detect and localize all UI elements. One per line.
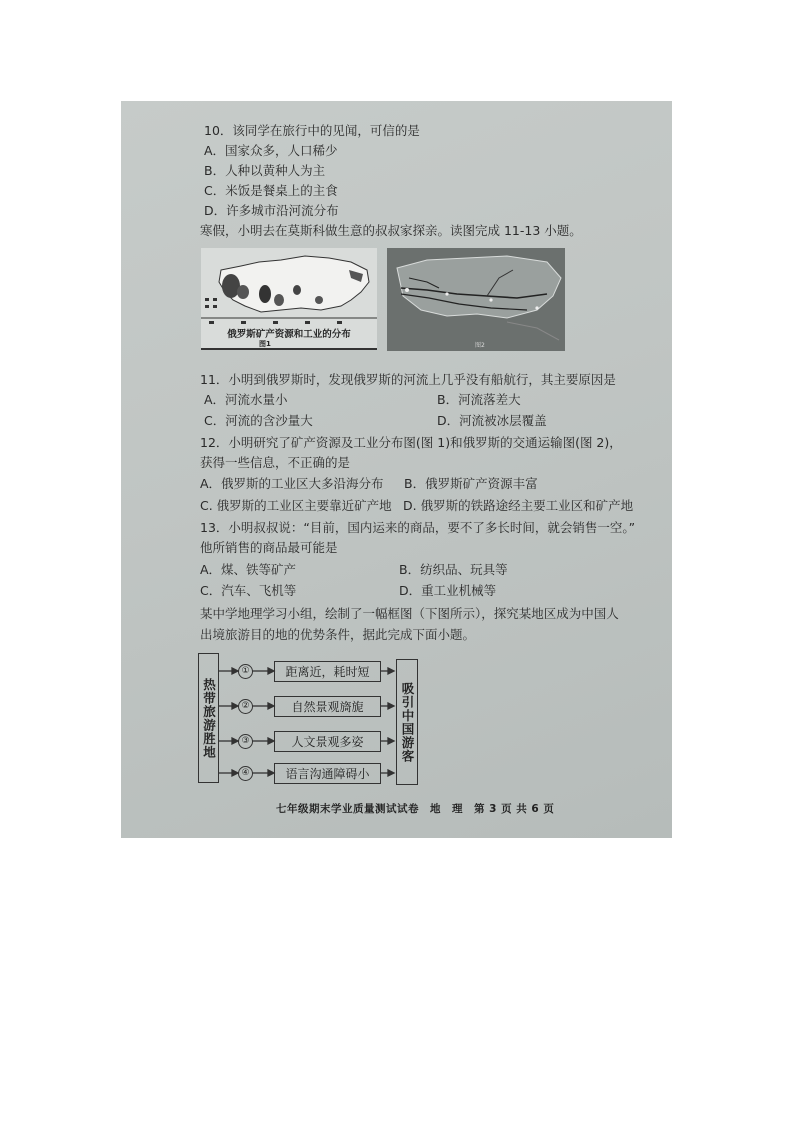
q12-stem-line2: 获得一些信息，不正确的是 xyxy=(200,455,351,470)
russia-transport-map-graphic xyxy=(387,248,565,351)
q13-option-d: D．重工业机械等 xyxy=(399,583,497,598)
q13-stem-line2: 他所销售的商品最可能是 xyxy=(200,540,338,555)
intro2-line1: 某中学地理学习小组，绘制了一幅框图（下图所示），探究某地区成为中国人 xyxy=(200,606,619,621)
q13-stem-line1: 13．小明叔叔说：“目前，国内运来的商品，要不了多长时间，就会销售一空。” xyxy=(200,520,636,535)
figure-1-russia-resources-map xyxy=(201,248,377,350)
figure-2-russia-transport-map xyxy=(387,248,565,351)
factor-box-1: 距离近，耗时短 xyxy=(274,661,381,682)
q10-option-b: B．人种以黄种人为主 xyxy=(204,163,326,178)
q10-option-c: C．米饭是餐桌上的主食 xyxy=(204,183,338,198)
tropical-resort-box: 热带旅游胜地 xyxy=(198,653,219,783)
q11-option-d: D．河流被冰层覆盖 xyxy=(437,413,547,428)
q10-option-a: A．国家众多，人口稀少 xyxy=(204,143,338,158)
intro-11-13: 寒假，小明去在莫斯科做生意的叔叔家探亲。读图完成 11-13 小题。 xyxy=(200,223,582,238)
tourism-flow-diagram xyxy=(198,653,468,788)
figure-2-number: 图2 xyxy=(475,342,485,349)
factor-box-4: 语言沟通障碍小 xyxy=(274,763,381,784)
q11-option-c: C．河流的含沙量大 xyxy=(204,413,313,428)
circle-number-4: ④ xyxy=(238,766,253,781)
circle-number-1: ① xyxy=(238,664,253,679)
factor-box-2: 自然景观旖旎 xyxy=(274,696,381,717)
q12-stem-line1: 12．小明研究了矿产资源及工业分布图(图 1)和俄罗斯的交通运输图(图 2)， xyxy=(200,435,622,450)
q10-stem: 10．该同学在旅行中的见闻，可信的是 xyxy=(204,123,420,138)
q13-option-c: C．汽车、飞机等 xyxy=(200,583,297,598)
figure-1-caption: 俄罗斯矿产资源和工业的分布 xyxy=(227,329,351,340)
circle-number-3: ③ xyxy=(238,734,253,749)
exam-page xyxy=(121,101,672,838)
q11-option-a: A．河流水量小 xyxy=(204,392,288,407)
q10-option-d: D．许多城市沿河流分布 xyxy=(204,203,339,218)
page-footer: 七年级期末学业质量测试试卷 地 理 第 3 页 共 6 页 xyxy=(276,803,555,815)
q12-option-d: D. 俄罗斯的铁路途经主要工业区和矿产地 xyxy=(403,498,634,513)
q12-option-c: C. 俄罗斯的工业区主要靠近矿产地 xyxy=(200,498,392,513)
factor-box-3: 人文景观多姿 xyxy=(274,731,381,752)
q11-option-b: B．河流落差大 xyxy=(437,392,521,407)
q12-option-a: A．俄罗斯的工业区大多沿海分布 xyxy=(200,476,384,491)
q13-option-b: B．纺织品、玩具等 xyxy=(399,562,508,577)
intro2-line2: 出境旅游目的地的优势条件，据此完成下面小题。 xyxy=(200,627,476,642)
q12-option-b: B．俄罗斯矿产资源丰富 xyxy=(404,476,538,491)
circle-number-2: ② xyxy=(238,699,253,714)
attract-chinese-tourists-box: 吸引中国游客 xyxy=(396,659,418,785)
figure-1-number: 图1 xyxy=(259,340,271,348)
q11-stem: 11．小明到俄罗斯时，发现俄罗斯的河流上几乎没有船航行，其主要原因是 xyxy=(200,372,616,387)
q13-option-a: A．煤、铁等矿产 xyxy=(200,562,297,577)
